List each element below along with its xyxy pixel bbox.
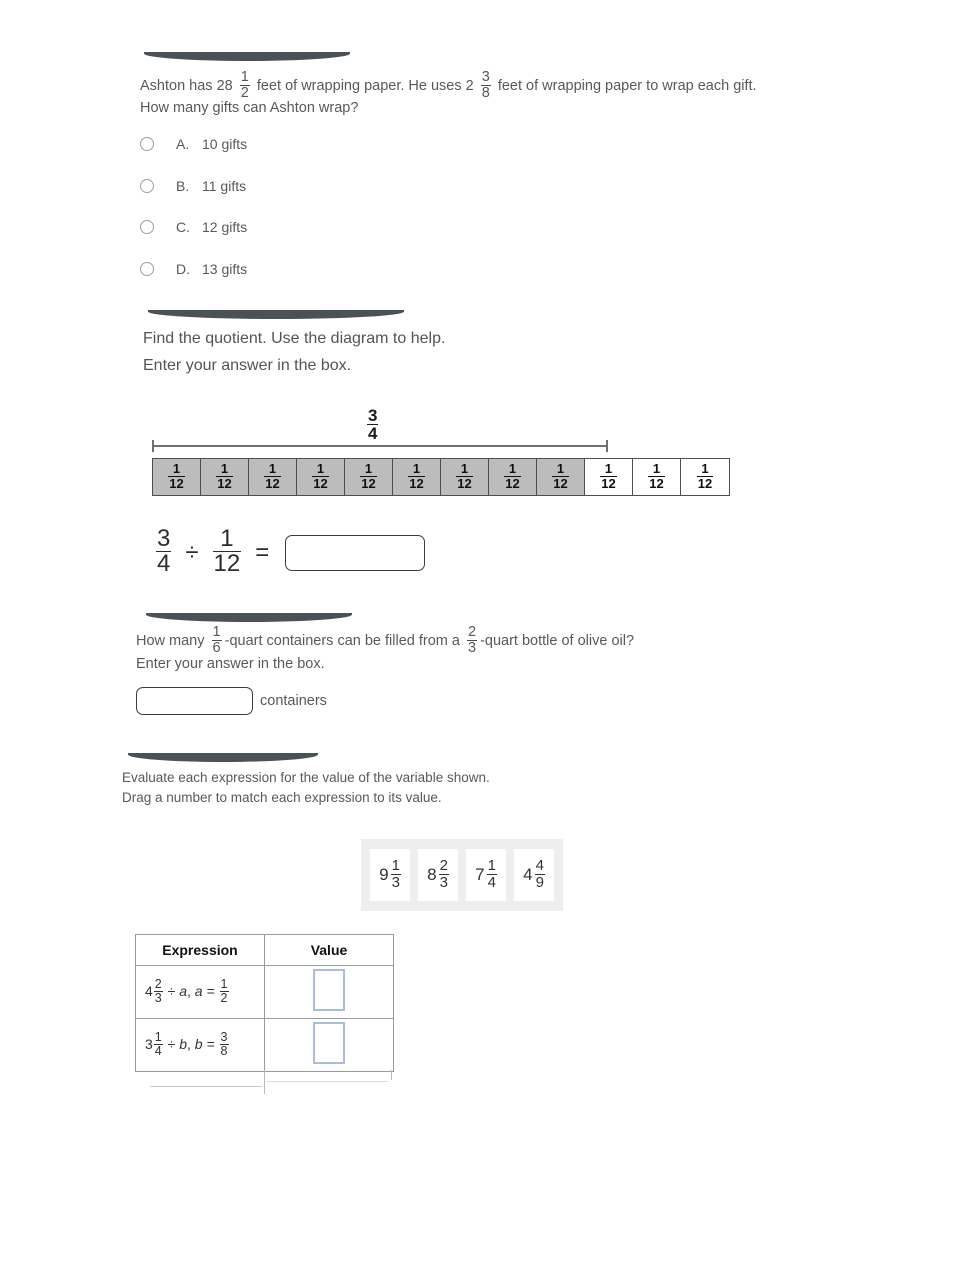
- variable-value-denominator: 2: [220, 990, 228, 1005]
- equation-dividend: [156, 527, 171, 577]
- q1-text-part3: feet of wrapping paper to wrap each gift.: [497, 78, 757, 95]
- containers-answer-input[interactable]: [136, 687, 253, 715]
- table-clipped-line-3: [150, 1086, 262, 1087]
- question-3-text-line-1: [136, 626, 634, 657]
- divisor-denominator: 12: [213, 550, 241, 578]
- question-3-text-line-2: Enter your answer in the box.: [136, 656, 325, 672]
- q3-text-part3: -quart bottle of olive oil?: [480, 633, 635, 650]
- variable-value-denominator: 8: [220, 1043, 228, 1058]
- value-drop-target[interactable]: [313, 1022, 345, 1064]
- bracket-tick-right: [606, 440, 608, 452]
- tile-denominator: 4: [487, 873, 496, 891]
- fraction-strip-cell: [249, 459, 297, 495]
- expression-comma: ,: [187, 982, 195, 999]
- expression-numerator: 1: [154, 1029, 162, 1044]
- row-fraction: [220, 1031, 229, 1058]
- strip-cell-fraction: [408, 462, 424, 490]
- q3-frac1-numerator: 1: [212, 624, 221, 640]
- q1-text-part1: Ashton has 28: [140, 78, 233, 95]
- strip-cell-denominator: 12: [553, 475, 568, 491]
- diagram-measure-bracket: [152, 440, 608, 452]
- strip-cell-fraction: [312, 462, 328, 490]
- choice-text-a: 10 gifts: [202, 136, 248, 152]
- q3-frac2-denominator: 3: [467, 639, 477, 656]
- table-clipped-line-1: [264, 1070, 265, 1094]
- tile-whole-part: 8: [427, 865, 437, 884]
- row-fraction: [154, 1031, 163, 1058]
- radio-icon-b[interactable]: [140, 179, 154, 193]
- variable-value-numerator: 1: [220, 976, 228, 991]
- fraction-strip-cell: [393, 459, 441, 495]
- choice-option-c[interactable]: [140, 218, 247, 236]
- strip-cell-denominator: 12: [217, 475, 232, 491]
- strip-cell-denominator: 12: [265, 475, 280, 491]
- expression-denominator: 3: [154, 990, 162, 1005]
- q1-fraction-1: [240, 70, 250, 101]
- dividend-numerator: 3: [157, 525, 171, 552]
- expression-variable-assignment: a =: [194, 982, 219, 999]
- strip-cell-denominator: 12: [457, 475, 472, 491]
- table-row: [136, 966, 394, 1019]
- strip-cell-denominator: 12: [697, 475, 713, 491]
- tile-mixed-number: [379, 859, 401, 891]
- strip-cell-numerator: 1: [268, 461, 277, 477]
- tile-numerator: 2: [439, 857, 448, 875]
- bracket-tick-left: [152, 440, 154, 452]
- choice-letter-b: B.: [176, 178, 190, 194]
- choice-option-a[interactable]: [140, 135, 247, 153]
- expression-whole-part: 4: [145, 982, 153, 999]
- tile-numerator: 1: [391, 857, 400, 875]
- tile-fraction-part: [439, 858, 449, 890]
- column-header-expression: Expression: [136, 935, 265, 966]
- question-header-bar-4: [128, 753, 318, 762]
- strip-cell-fraction: [697, 462, 713, 490]
- strip-cell-denominator: 12: [601, 475, 616, 491]
- strip-cell-numerator: 1: [652, 461, 661, 477]
- question-2-text-line-2: Enter your answer in the box.: [143, 357, 352, 374]
- strip-cell-numerator: 1: [316, 461, 325, 477]
- strip-cell-denominator: 12: [649, 475, 664, 491]
- draggable-number-tile[interactable]: [418, 849, 458, 901]
- draggable-number-tray: [361, 839, 563, 911]
- expression-variable: a: [179, 982, 188, 999]
- fraction-strip-cell: [345, 459, 393, 495]
- strip-cell-fraction: [552, 462, 568, 490]
- strip-cell-denominator: 12: [361, 475, 376, 491]
- strip-cell-numerator: 1: [412, 461, 421, 477]
- dividend-denominator: 4: [157, 550, 171, 578]
- q3-text-part2: -quart containers can be filled from a: [224, 633, 460, 650]
- strip-cell-numerator: 1: [460, 461, 469, 477]
- strip-cell-numerator: 1: [172, 461, 181, 477]
- q1-frac2-numerator: 3: [481, 69, 490, 85]
- quotient-equation: [150, 525, 425, 578]
- q1-frac1-numerator: 1: [240, 69, 249, 85]
- table-row: [136, 1019, 394, 1072]
- strip-cell-numerator: 1: [220, 461, 229, 477]
- fraction-strip-cell: [585, 459, 633, 495]
- tile-numerator: 1: [487, 857, 496, 875]
- strip-cell-denominator: 12: [313, 475, 328, 491]
- diagram-brace-label: [364, 408, 381, 444]
- expression-variable-assignment: b =: [194, 1035, 219, 1052]
- expression-cell: [136, 966, 265, 1019]
- equals-sign: =: [255, 538, 270, 566]
- tile-whole-part: 7: [475, 865, 485, 884]
- choice-letter-a: A.: [176, 136, 190, 152]
- draggable-number-tile[interactable]: [514, 849, 554, 901]
- strip-cell-fraction: [216, 462, 232, 490]
- expression-numerator: 2: [154, 976, 162, 991]
- divisor-numerator: 1: [220, 525, 234, 552]
- equation-divisor: [213, 527, 242, 577]
- brace-numerator: 3: [368, 406, 378, 425]
- expression-variable: b: [179, 1035, 188, 1052]
- tile-fraction-part: [535, 858, 545, 890]
- expression-operator: ÷: [163, 1035, 180, 1052]
- strip-cell-denominator: 12: [505, 475, 520, 491]
- q3-frac1-denominator: 6: [212, 639, 221, 656]
- radio-icon-a[interactable]: [140, 137, 154, 151]
- bracket-line: [152, 445, 608, 447]
- table-header-row: [136, 935, 394, 966]
- tile-fraction-part: [391, 858, 401, 890]
- brace-denominator: 4: [368, 424, 378, 444]
- tile-mixed-number: [475, 859, 497, 891]
- fraction-strip-cell: [153, 459, 201, 495]
- expression-whole-part: 3: [145, 1035, 153, 1052]
- strip-cell-numerator: 1: [604, 461, 613, 477]
- choice-option-b[interactable]: [140, 177, 246, 195]
- question-1-text-line-2: How many gifts can Ashton wrap?: [140, 100, 359, 116]
- tile-mixed-number: [523, 859, 545, 891]
- fraction-strip-cell: [537, 459, 585, 495]
- variable-value-numerator: 3: [220, 1029, 228, 1044]
- fraction-strip-cell: [681, 459, 729, 495]
- strip-cell-fraction: [456, 462, 472, 490]
- table-clipped-line-4: [266, 1081, 388, 1082]
- strip-cell-fraction: [168, 462, 184, 490]
- strip-cell-numerator: 1: [701, 461, 709, 477]
- q1-text-part2: feet of wrapping paper. He uses 2: [256, 78, 474, 95]
- containers-unit-label: containers: [260, 693, 327, 709]
- expression-comma: ,: [187, 1035, 195, 1052]
- draggable-number-tile[interactable]: [466, 849, 506, 901]
- question-header-bar-1: [144, 52, 350, 61]
- strip-cell-fraction: [264, 462, 280, 490]
- tile-denominator: 3: [391, 873, 400, 891]
- tile-whole-part: 9: [379, 865, 389, 884]
- value-cell[interactable]: [265, 1019, 394, 1072]
- expression-denominator: 4: [154, 1043, 162, 1058]
- q3-fraction-2: [467, 625, 477, 656]
- strip-cell-numerator: 1: [508, 461, 517, 477]
- strip-cell-denominator: 12: [169, 475, 184, 491]
- division-operator: ÷: [185, 538, 199, 566]
- question-4-text-line-2: Drag a number to match each expression to its value.: [122, 790, 442, 805]
- brace-fraction: [367, 407, 378, 443]
- row-fraction: [154, 978, 163, 1005]
- q1-fraction-2: [481, 70, 491, 101]
- strip-cell-fraction: [504, 462, 520, 490]
- question-2-text-line-1: Find the quotient. Use the diagram to help.: [143, 330, 446, 347]
- tile-numerator: 4: [535, 857, 544, 875]
- table-clipped-line-2: [391, 1070, 392, 1080]
- q1-frac2-denominator: 8: [481, 84, 490, 101]
- row-fraction: [220, 978, 229, 1005]
- radio-icon-c[interactable]: [140, 220, 154, 234]
- strip-cell-numerator: 1: [364, 461, 373, 477]
- fraction-strip-cell: [201, 459, 249, 495]
- fraction-strip-cell: [297, 459, 345, 495]
- fraction-strip-cell: [441, 459, 489, 495]
- fraction-strip-diagram: [152, 458, 730, 496]
- choice-text-b: 11 gifts: [202, 178, 247, 194]
- q3-fraction-1: [212, 625, 222, 656]
- fraction-strip-cell: [489, 459, 537, 495]
- tile-fraction-part: [487, 858, 497, 890]
- q3-text-part1: How many: [136, 633, 205, 650]
- column-header-value: Value: [265, 935, 394, 966]
- choice-text-d: 13 gifts: [202, 261, 248, 277]
- tile-denominator: 3: [439, 873, 448, 891]
- expression-value-table: [135, 934, 394, 1072]
- radio-icon-d[interactable]: [140, 262, 154, 276]
- question-4-text-line-1: Evaluate each expression for the value of the variable shown.: [122, 770, 490, 785]
- question-header-bar-3: [146, 613, 352, 622]
- q1-frac1-denominator: 2: [240, 84, 249, 101]
- tile-denominator: 9: [535, 873, 544, 891]
- strip-cell-denominator: 12: [409, 475, 424, 491]
- choice-letter-c: C.: [176, 219, 190, 235]
- strip-cell-numerator: 1: [556, 461, 565, 477]
- quotient-answer-input[interactable]: [285, 535, 425, 571]
- strip-cell-fraction: [360, 462, 376, 490]
- choice-text-c: 12 gifts: [202, 219, 248, 235]
- expression-operator: ÷: [163, 982, 180, 999]
- tile-whole-part: 4: [523, 865, 533, 884]
- choice-letter-d: D.: [176, 261, 190, 277]
- value-cell[interactable]: [265, 966, 394, 1019]
- choice-option-d[interactable]: [140, 260, 247, 278]
- strip-cell-fraction: [648, 462, 664, 490]
- draggable-number-tile[interactable]: [370, 849, 410, 901]
- strip-cell-fraction: [600, 462, 616, 490]
- fraction-strip-cell: [633, 459, 681, 495]
- q3-frac2-numerator: 2: [467, 624, 477, 640]
- question-header-bar-2: [148, 310, 404, 319]
- tile-mixed-number: [427, 859, 449, 891]
- value-drop-target[interactable]: [313, 969, 345, 1011]
- expression-cell: [136, 1019, 265, 1072]
